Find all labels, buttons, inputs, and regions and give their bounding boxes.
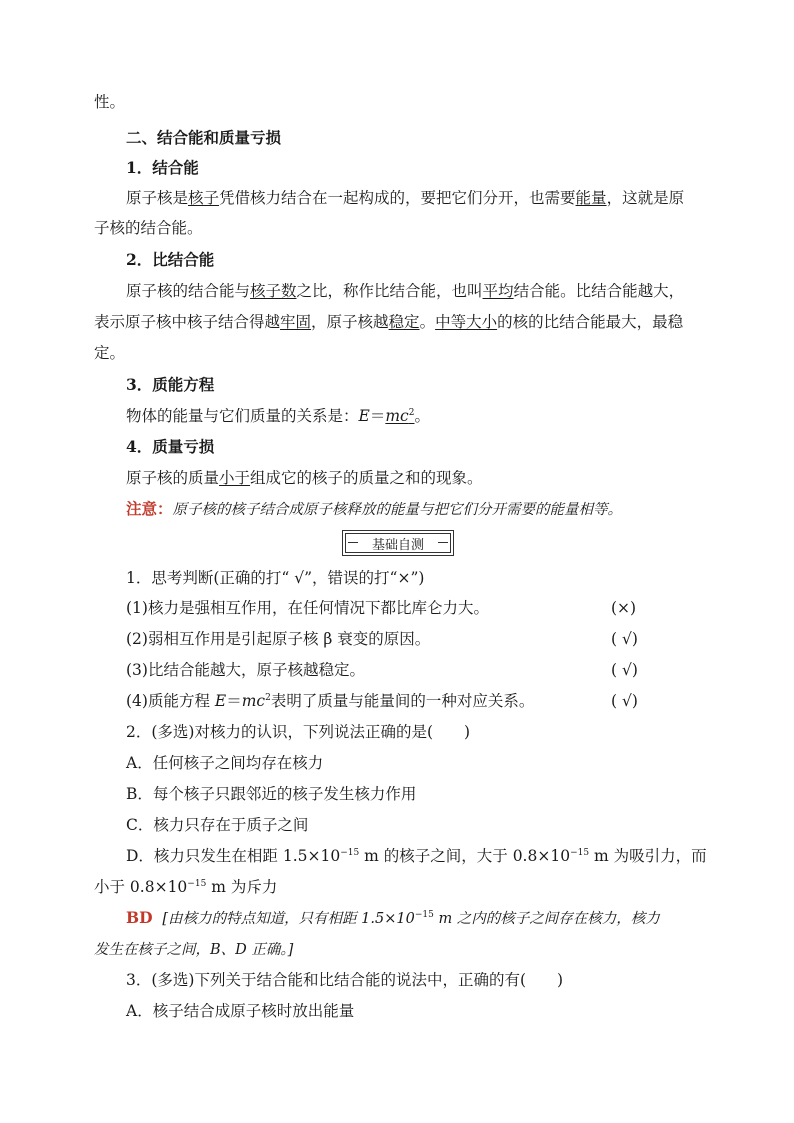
text-line: 原子核的质量小于组成它的核子的质量之和的现象。 [126,469,483,487]
section-banner: 基础自测 [345,533,451,553]
blank-answer: $mc^2$ [385,407,415,425]
judgment-mark: ( √) [611,630,638,648]
blank-answer: 平均 [482,282,514,300]
subheading-mass-energy-equation: 3．质能方程 [126,375,215,394]
option-c: C．核力只存在于质子之间 [126,816,309,834]
judgment-item: (2)弱相互作用是引起原子核 β 衰变的原因。 [126,630,431,648]
judgment-item: (1)核力是强相互作用，在任何情况下都比库仑力大。 [126,599,489,617]
text-line: 性。 [94,93,126,111]
question-1: 1．思考判断(正确的打“ √”，错误的打“×”) [126,569,425,587]
text-line: 原子核是核子凭借核力结合在一起构成的，要把它们分开，也需要能量，这就是原 [126,189,685,207]
section-heading: 二、结合能和质量亏损 [126,128,282,147]
blank-answer: 能量 [575,189,607,207]
blank-answer: 牢固 [280,313,312,331]
option-b: B．每个核子只跟邻近的核子发生核力作用 [126,785,417,803]
option-a: A．核子结合成原子核时放出能量 [126,1002,355,1020]
text-line: 表示原子核中核子结合得越牢固，原子核越稳定。中等大小的核的比结合能最大，最稳 [94,313,684,331]
text-line: 定。 [94,344,126,362]
option-d-continued: 小于 $0.8\times 10^{-15}$ m 为斥力 [94,878,278,896]
judgment-mark: ( √) [611,661,638,679]
note-line: 注意：原子核的核子结合成原子核释放的能量与把它们分开需要的能量相等。 [126,499,623,518]
option-a: A．任何核子之间均存在核力 [126,754,324,772]
blank-answer: 中等大小 [435,313,498,331]
subheading-specific-binding-energy: 2．比结合能 [126,250,215,269]
judgment-item: (3)比结合能越大，原子核越稳定。 [126,661,365,679]
blank-answer: 稳定 [388,313,420,331]
text-line: 子核的结合能。 [94,219,203,237]
judgment-mark: ( √) [611,692,638,710]
subheading-binding-energy: 1．结合能 [126,158,199,177]
note-label: 注意： [126,499,173,518]
judgment-item: (4)质能方程 $E=mc^2$表明了质量与能量间的一种对应关系。 [126,692,535,710]
answer-explanation: BD [由核力的特点知道，只有相距 $1.5\times 10^{-15}$ m 之内的核子之间存在核力，核力 [126,908,660,927]
option-d: D．核力只发生在相距 $1.5\times 10^{-15}$ m 的核子之间，大于 $0.8\times 10^{-15}$ m 为吸引力，而 [126,847,707,865]
blank-answer: 小于 [219,469,251,487]
answer-explanation-continued: 发生在核子之间，B、D 正确。] [94,942,294,958]
text-line: 物体的能量与它们质量的关系是：$E=mc^2$。 [126,407,430,425]
subheading-mass-defect: 4．质量亏损 [126,437,215,456]
question-2: 2．(多选)对核力的认识，下列说法正确的是( ) [126,723,471,741]
text-line: 原子核的结合能与核子数之比，称作比结合能，也叫平均结合能。比结合能越大， [126,282,685,300]
question-3: 3．(多选)下列关于结合能和比结合能的说法中，正确的有( ) [126,971,564,989]
blank-answer: 核子数 [250,282,297,300]
blank-answer: 核子 [188,189,220,207]
judgment-mark: (×) [611,599,637,617]
answer-label: BD [126,908,153,927]
